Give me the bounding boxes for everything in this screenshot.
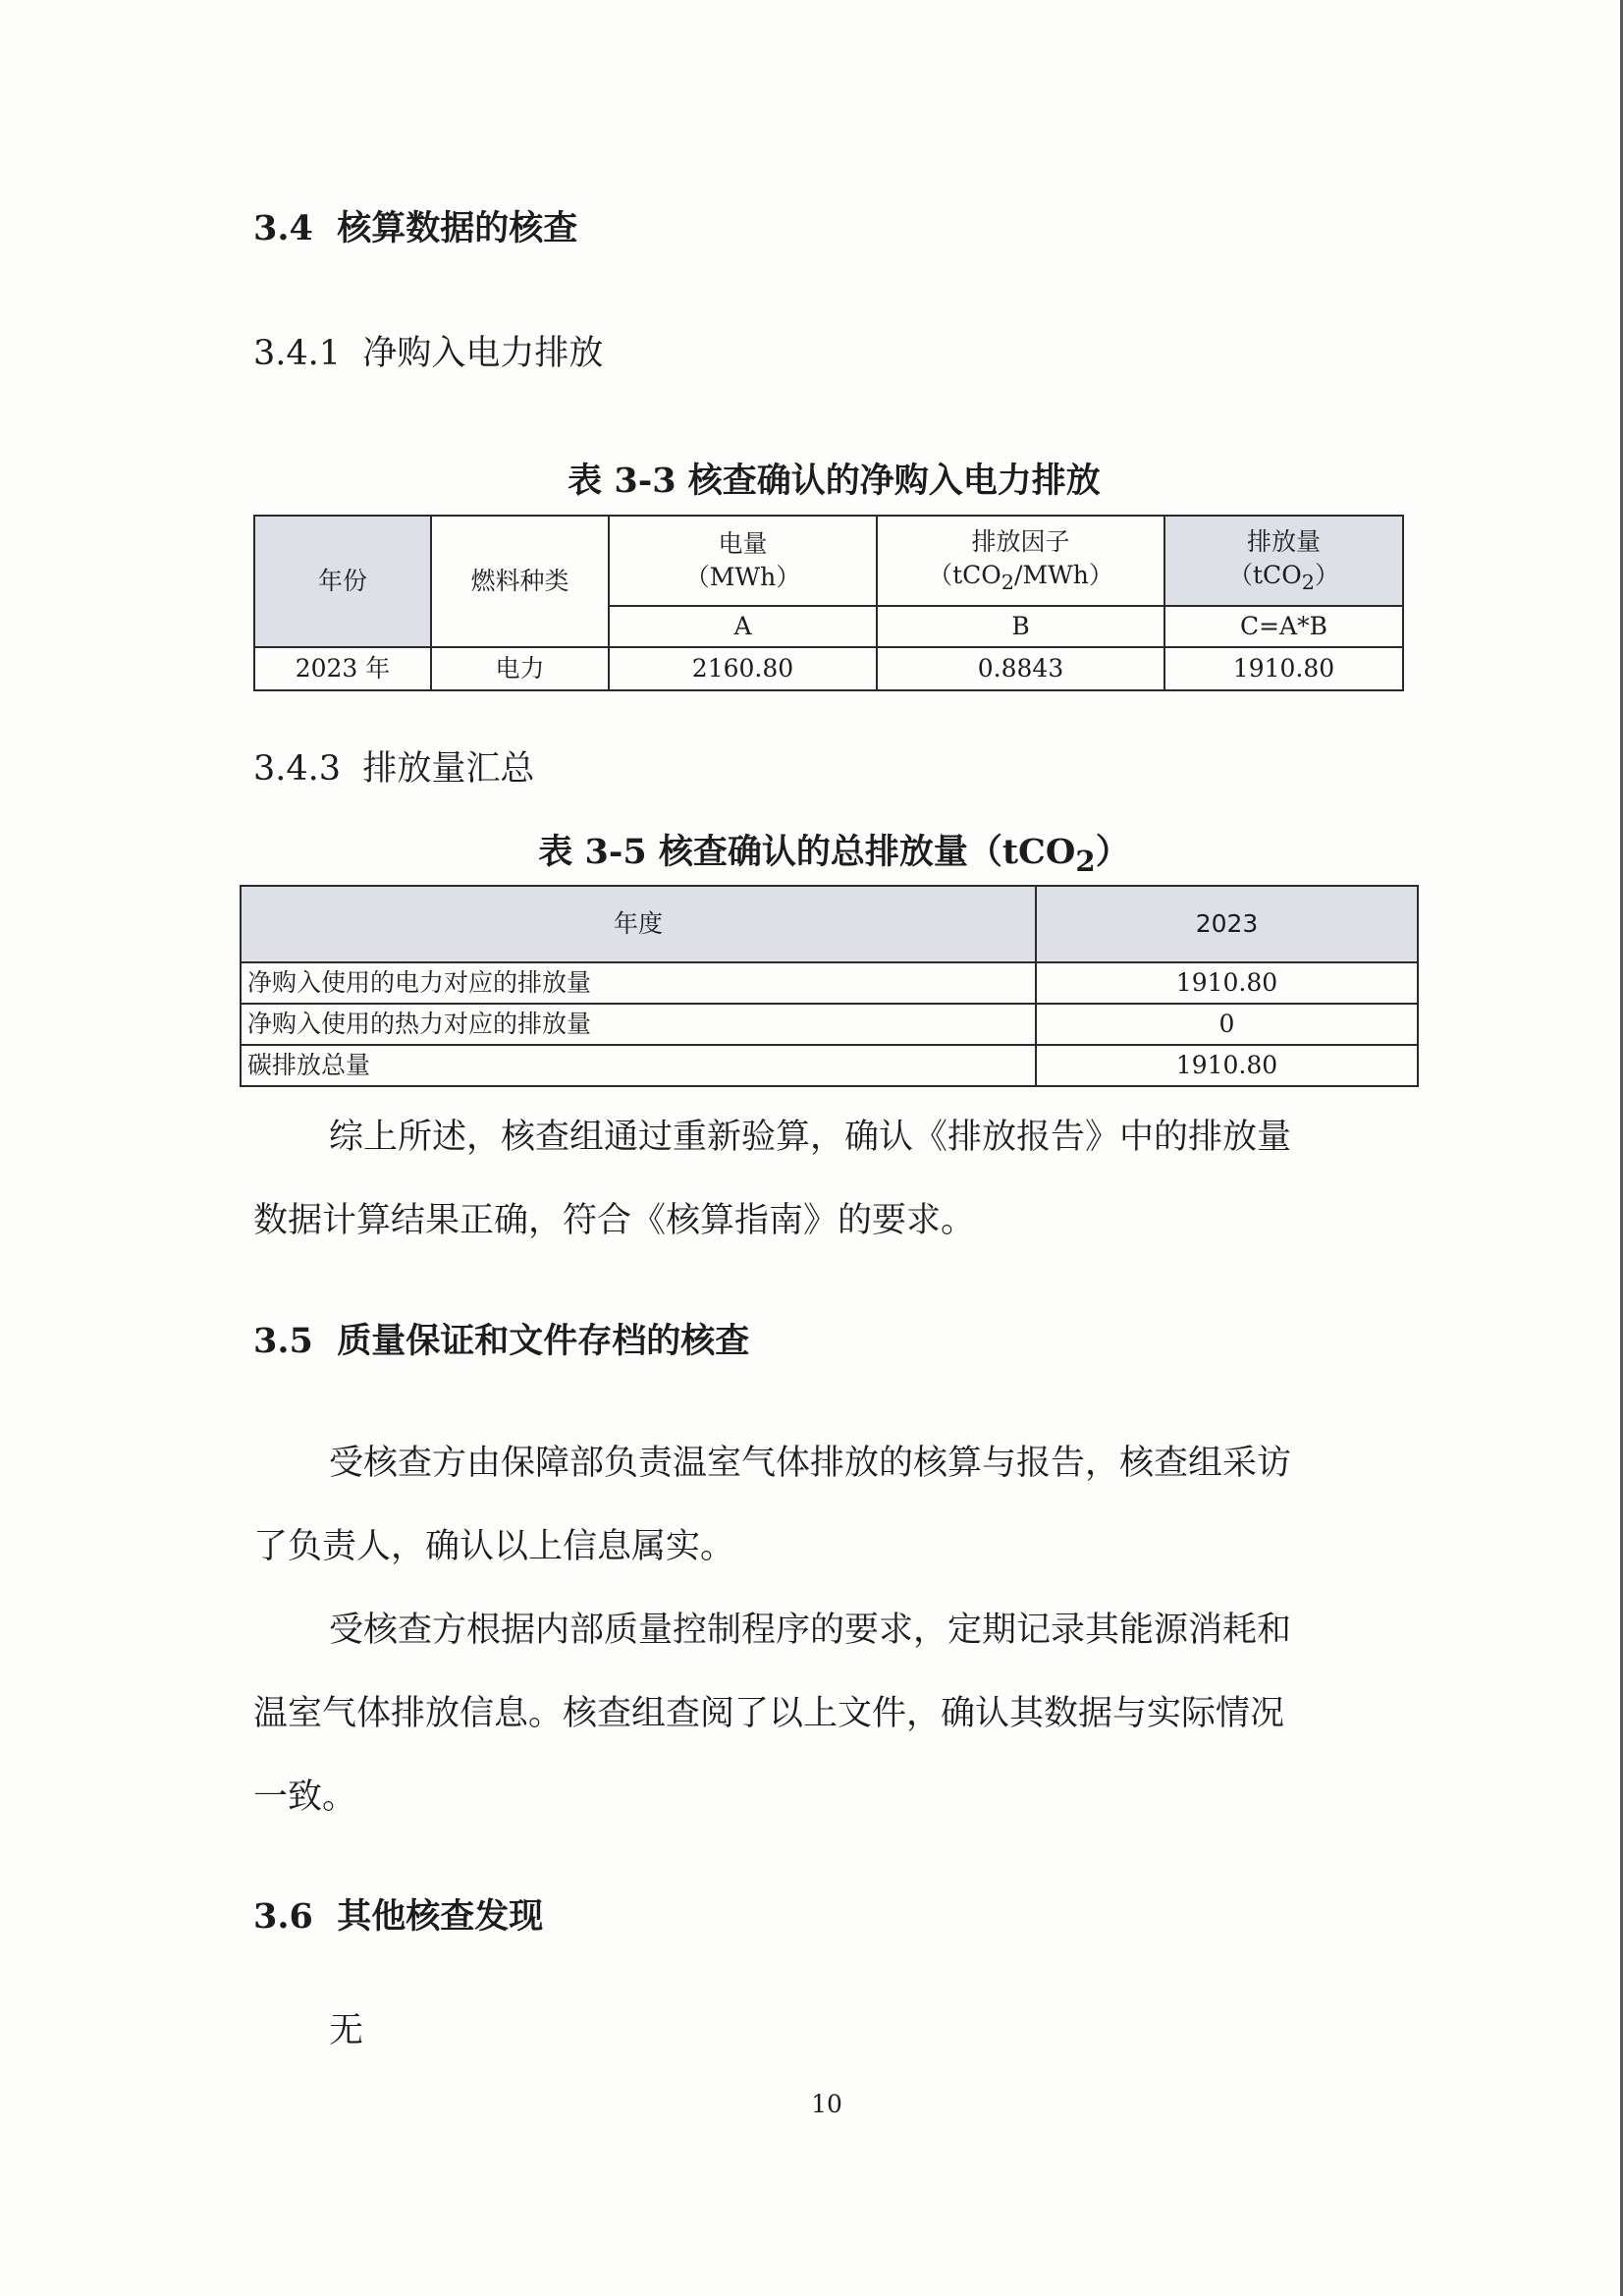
section-heading-3-6: 3.6 其他核查发现	[253, 1896, 544, 1937]
header-year-label: 年度	[241, 886, 1036, 962]
row-value: 0	[1036, 1004, 1418, 1045]
section-heading-3-4: 3.4 核算数据的核查	[253, 208, 578, 248]
table-3-5-caption: 表 3-5 核查确认的总排放量（tCO$_2$）	[538, 832, 1130, 878]
table-row	[241, 1004, 1418, 1045]
header-electricity: 电量 （MWh）	[609, 516, 877, 606]
section-3-6-body: 无	[329, 2011, 364, 2050]
section-heading-3-4-3: 3.4.3 排放量汇总	[253, 749, 535, 789]
cell-electricity: 2160.80	[609, 647, 877, 690]
table-row	[241, 1045, 1418, 1086]
code-a: A	[609, 606, 877, 647]
cell-emission: 1910.80	[1164, 647, 1403, 690]
conclusion-line-1: 综上所述，核查组通过重新验算，确认《排放报告》中的排放量	[329, 1118, 1292, 1157]
row-label: 净购入使用的热力对应的排放量	[241, 1004, 1036, 1045]
table-header-row	[241, 886, 1418, 962]
paragraph-line: 受核查方根据内部质量控制程序的要求，定期记录其能源消耗和	[329, 1611, 1292, 1650]
header-year-value: 2023	[1036, 886, 1418, 962]
header-fuel: 燃料种类	[431, 516, 609, 647]
paragraph-line: 受核查方由保障部负责温室气体排放的核算与报告，核查组采访	[329, 1444, 1292, 1483]
row-label: 碳排放总量	[241, 1045, 1036, 1086]
cell-fuel: 电力	[431, 647, 609, 690]
table-3-3-caption: 表 3-3 核查确认的净购入电力排放	[568, 461, 1101, 501]
code-c: C=A*B	[1164, 606, 1403, 647]
page-number: 10	[811, 2090, 842, 2118]
row-label: 净购入使用的电力对应的排放量	[241, 962, 1036, 1004]
header-year: 年份	[254, 516, 431, 647]
cell-year: 2023 年	[254, 647, 431, 690]
table-3-3	[253, 515, 1404, 691]
table-header-row	[254, 516, 1403, 606]
header-emission-factor: 排放因子 （tCO$_2$/MWh）	[877, 516, 1164, 606]
row-value: 1910.80	[1036, 1045, 1418, 1086]
table-3-5	[240, 885, 1419, 1087]
section-heading-3-4-1: 3.4.1 净购入电力排放	[253, 334, 604, 373]
paragraph-line: 了负责人，确认以上信息属实。	[253, 1527, 735, 1566]
cell-emission-factor: 0.8843	[877, 647, 1164, 690]
table-row	[241, 962, 1418, 1004]
row-value: 1910.80	[1036, 962, 1418, 1004]
section-heading-3-5: 3.5 质量保证和文件存档的核查	[253, 1321, 750, 1361]
table-row	[254, 647, 1403, 690]
header-emission: 排放量 （tCO$_2$）	[1164, 516, 1403, 606]
paragraph-line: 一致。	[253, 1777, 357, 1817]
conclusion-line-2: 数据计算结果正确，符合《核算指南》的要求。	[253, 1201, 976, 1240]
code-b: B	[877, 606, 1164, 647]
paragraph-line: 温室气体排放信息。核查组查阅了以上文件，确认其数据与实际情况	[253, 1694, 1285, 1733]
